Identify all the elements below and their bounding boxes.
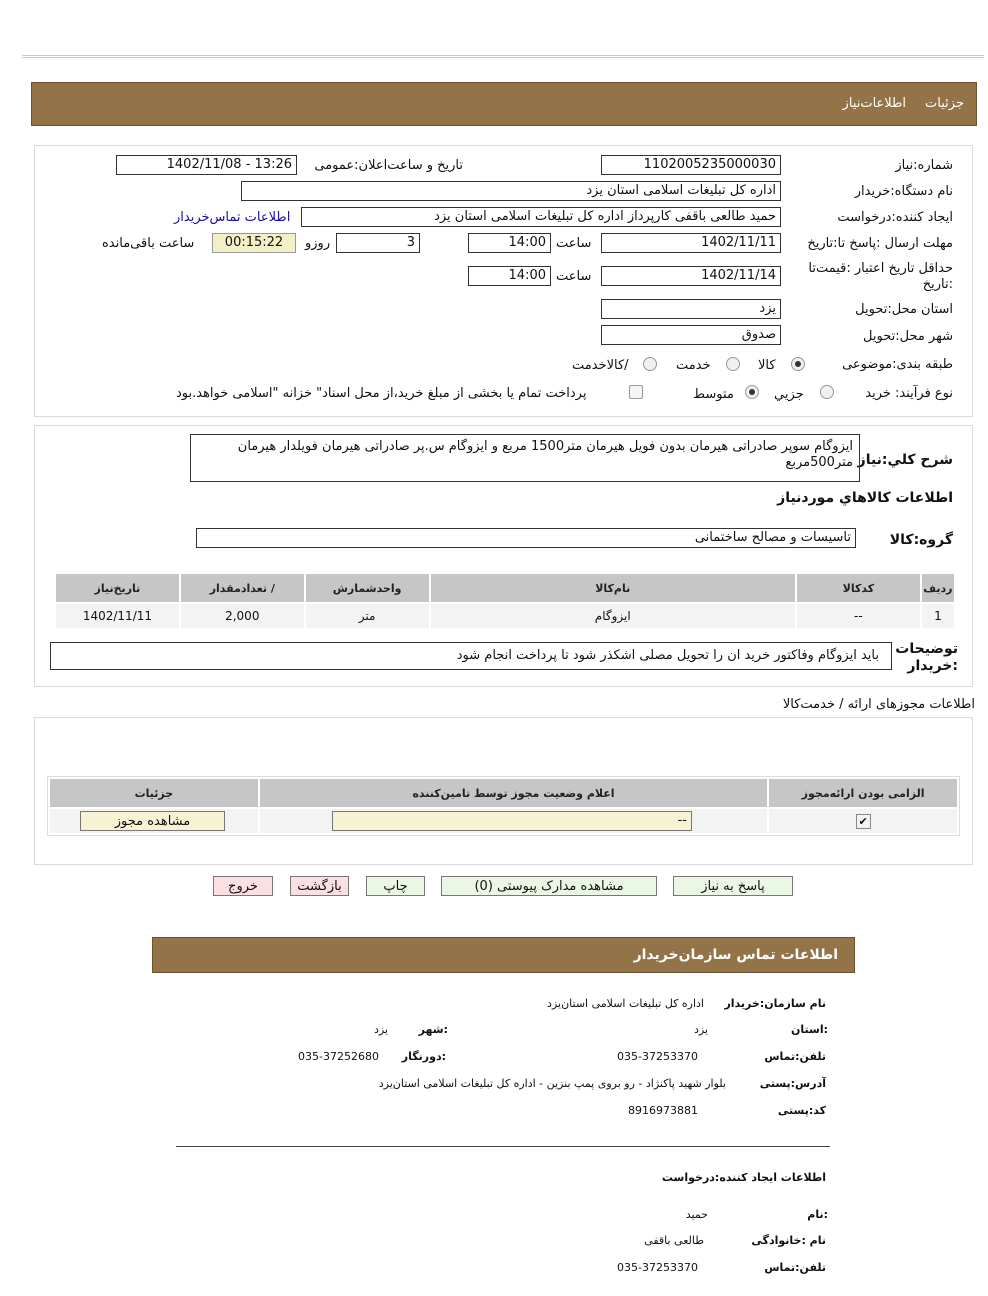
contact-province-label: :استان [791, 1023, 828, 1036]
creator-phone-value: 035-37253370 [617, 1261, 698, 1274]
buyer-notes-label-2: :خریدار [907, 658, 958, 674]
buyer-notes-label: توضیحات [895, 641, 958, 657]
days-label: روزو [305, 236, 331, 251]
creator-info-title: اطلاعات ایجاد کننده:درخواست [661, 1171, 826, 1184]
category-both-radio[interactable] [643, 357, 657, 371]
buyer-org-field: اداره کل تبلیغات اسلامی استان یزد [241, 181, 781, 201]
reply-deadline-label: مهلت ارسال :پاسخ تا:تاریخ [807, 236, 953, 251]
creator-phone-label: تلفن:تماس [764, 1261, 826, 1274]
validity-label-2: :تاریخ [922, 277, 953, 292]
contact-city-value: یزد [373, 1023, 388, 1036]
description-text: ایزوگام سوپر صادراتی هیرمان بدون فویل هیرمان متر1500 مربع و ایزوگام س.پر صادراتی هیرمان فویلدار هیرمان متر500مربع [190, 434, 860, 482]
page-header [31, 82, 977, 126]
fax-label: :دورنگار [401, 1050, 446, 1063]
cell-row-no: 1 [922, 604, 954, 628]
category-goods-radio[interactable] [791, 357, 805, 371]
col-required: الزامی بودن ارائه‌مجوز [769, 779, 957, 807]
postal-value: 8916973881 [628, 1104, 698, 1117]
required-checkbox: ✔ [856, 814, 871, 829]
validity-time-field: 14:00 [468, 266, 551, 286]
top-divider [22, 55, 984, 58]
org-value: اداره کل تبلیغات اسلامی استان‌یزد [547, 997, 704, 1010]
tab-need-info[interactable]: اطلاعات‌نیاز [842, 96, 906, 111]
need-number-label: شماره:نیاز [895, 158, 953, 173]
col-row-no: رديف [922, 574, 954, 602]
contact-header [152, 937, 855, 973]
creator-field: حمید طالعی باقفی کارپرداز اداره کل تبلیغات اسلامی استان یزد [301, 207, 781, 227]
address-label: آدرس:پستی [759, 1077, 826, 1090]
org-label: نام سازمان:خریدار [724, 997, 826, 1010]
tab-details[interactable]: جزئیات [925, 96, 964, 111]
remaining-timer: 00:15:22 [212, 233, 296, 253]
need-number-field: 1102005235000030 [601, 155, 781, 175]
attachments-button[interactable]: مشاهده مدارک پیوستی (0) [441, 876, 657, 896]
validity-label: حداقل تاریخ اعتبار :قیمت‌تا [808, 261, 953, 276]
payment-note: پرداخت تمام یا بخشی از مبلغ خرید،از محل اسناد" خزانه "اسلامی خواهد.بود [176, 386, 587, 401]
buyer-notes-field: باید ایزوگام وفاکتور خرید ان را تحویل مصلی اشکذر شود تا پرداخت انجام شود [50, 642, 892, 670]
fax-value: 035-37252680 [298, 1050, 379, 1063]
exit-button[interactable]: خروج [213, 876, 273, 896]
category-service-radio[interactable] [726, 357, 740, 371]
permits-table-header [50, 779, 957, 807]
description-label: شرح کلي:نیاز [857, 452, 953, 468]
process-label: نوع فرآیند: خرید [865, 386, 953, 401]
buyer-org-label: نام دستگاه:خریدار [854, 184, 953, 199]
creator-family-label: نام :خانوادگی [751, 1234, 826, 1247]
reply-button[interactable]: پاسخ به نیاز [673, 876, 793, 896]
contact-province-value: یزد [693, 1023, 708, 1036]
group-label: گروه:کالا [889, 532, 953, 548]
col-name: نام‌کالا [431, 574, 795, 602]
col-status: اعلام وضعیت مجوز توسط تامین‌کننده [260, 779, 767, 807]
reply-time-field: 14:00 [468, 233, 551, 253]
city-label: شهر محل:تحویل [863, 329, 953, 344]
col-date: تاریخ‌نیاز [56, 574, 179, 602]
view-permit-button[interactable]: مشاهده مجوز [80, 811, 225, 831]
category-label: طبقه بندی:موضوعی [842, 357, 953, 372]
validity-date-field: 1402/11/14 [601, 266, 781, 286]
postal-label: کد:پستی [777, 1104, 826, 1117]
cell-name: ایزوگام [431, 604, 795, 628]
process-partial-label: جزیي [774, 387, 804, 402]
process-medium-label: متوسط [693, 387, 734, 402]
province-field: یزد [601, 299, 781, 319]
contact-divider [176, 1146, 830, 1147]
remaining-label: ساعت باقی‌مانده [102, 236, 195, 251]
cell-unit: متر [306, 604, 429, 628]
col-unit: واحدشمارش [306, 574, 429, 602]
treasury-payment-checkbox[interactable] [629, 385, 643, 399]
validity-time-label: ساعت [556, 269, 592, 284]
creator-name-value: حمید [685, 1208, 708, 1221]
col-code: کدکالا [797, 574, 920, 602]
announce-field: 1402/11/08 - 13:26 [116, 155, 297, 175]
cell-required [769, 809, 957, 833]
province-label: استان محل:تحویل [855, 302, 953, 317]
cell-code: -- [797, 604, 920, 628]
cell-date: 1402/11/11 [56, 604, 179, 628]
process-partial-radio[interactable] [820, 385, 834, 399]
process-medium-radio[interactable] [745, 385, 759, 399]
cell-qty: 2,000 [181, 604, 304, 628]
creator-family-value: طالعی باقفی [644, 1234, 704, 1247]
creator-name-label: :نام [807, 1208, 828, 1221]
address-value: بلوار شهید پاکنژاد - رو بروی پمپ بنزین - اداره کل تبلیغات اسلامی استان‌یزد [378, 1077, 726, 1090]
goods-info-title: اطلاعات کالاهاي موردنياز [777, 490, 953, 506]
city-field: صدوق [601, 325, 781, 345]
goods-table [54, 572, 956, 630]
permit-status-field: -- [332, 811, 692, 831]
category-service-label: خدمت [676, 358, 711, 373]
contact-city-label: :شهر [418, 1023, 448, 1036]
reply-time-label: ساعت [556, 236, 592, 251]
announce-label: تاریخ و ساعت‌اعلان:عمومی [314, 158, 463, 173]
goods-table-header [56, 574, 954, 602]
table-row [56, 604, 954, 628]
phone-value: 035-37253370 [617, 1050, 698, 1063]
buyer-contact-link[interactable]: اطلاعات تماس‌خریدار [174, 210, 291, 225]
contact-title: اطلاعات تماس سازمان‌خریدار [633, 947, 838, 963]
creator-label: ایجاد کننده:درخواست [837, 210, 953, 225]
col-details: جزئیات [50, 779, 258, 807]
permits-title: اطلاعات مجوزهای ارائه / خدمت‌کالا [782, 697, 975, 712]
reply-date-field: 1402/11/11 [601, 233, 781, 253]
days-field: 3 [336, 233, 420, 253]
category-both-label: /کالاخدمت [572, 358, 629, 373]
col-qty: / تعدادمقدار [181, 574, 304, 602]
back-button[interactable]: بازگشت [290, 876, 349, 896]
phone-label: تلفن:تماس [764, 1050, 826, 1063]
print-button[interactable]: چاپ [366, 876, 425, 896]
group-field: تاسیسات و مصالح ساختمانی [196, 528, 856, 548]
category-goods-label: کالا [758, 358, 776, 373]
